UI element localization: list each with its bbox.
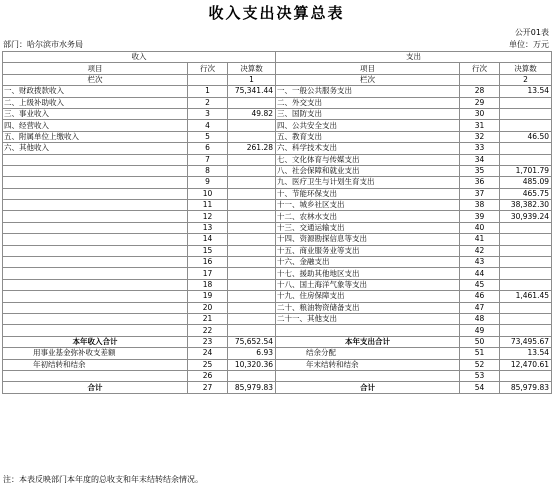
summary-row [3,370,552,381]
expense-rowno-cell: 36 [460,177,500,188]
column-label-row [3,74,552,85]
expense-rowno-cell: 34 [460,154,500,165]
income-item-cell [3,177,188,188]
expense-item-cell: 二、外交支出 [276,97,460,108]
income-item-cell [3,234,188,245]
income-summary-label: 本年收入合计 [3,336,188,347]
expense-item-cell: 二十一、其他支出 [276,313,460,324]
expense-item-cell: 十、节能环保支出 [276,188,460,199]
income-amount-cell [228,279,276,290]
income-item-cell [3,211,188,222]
expense-amount-cell [500,325,552,336]
income-rowno-cell: 2 [188,97,228,108]
expense-rowno-cell: 44 [460,268,500,279]
income-item-cell: 六、其他收入 [3,143,188,154]
income-item-cell [3,222,188,233]
income-rowno-cell: 1 [188,86,228,97]
income-item-header: 项目 [3,63,188,74]
expense-item-cell: 十一、城乡社区支出 [276,200,460,211]
expense-rowno-cell: 41 [460,234,500,245]
expense-rowno-cell: 49 [460,325,500,336]
expense-rowno-cell: 42 [460,245,500,256]
expense-amount-cell: 30,939.24 [500,211,552,222]
income-item-cell [3,200,188,211]
income-amount-cell [228,291,276,302]
expense-amount-cell [500,279,552,290]
income-rowno-cell: 3 [188,108,228,119]
table-row [3,143,552,154]
income-rowno-cell: 5 [188,131,228,142]
table-row [3,234,552,245]
form-code: 公开01表 [514,28,549,37]
expense-summary-rowno: 51 [460,348,500,359]
expense-amount-cell [500,234,552,245]
expense-item-cell: 八、社会保障和就业支出 [276,165,460,176]
expense-rowno-cell: 33 [460,143,500,154]
income-summary-rowno: 25 [188,359,228,370]
income-item-cell: 二、上级补助收入 [3,97,188,108]
expense-summary-amount: 85,979.83 [500,382,552,393]
expense-rowno-cell: 47 [460,302,500,313]
income-item-cell [3,279,188,290]
expense-section-header: 支出 [276,52,552,63]
table-row [3,279,552,290]
expense-amount-cell: 485.09 [500,177,552,188]
income-item-cell [3,302,188,313]
expense-summary-amount: 13.54 [500,348,552,359]
income-summary-amount: 85,979.83 [228,382,276,393]
empty-cell [188,74,228,85]
income-section-header: 收入 [3,52,276,63]
income-item-cell [3,268,188,279]
table-row [3,268,552,279]
income-summary-label: 年初结转和结余 [3,359,188,370]
income-item-cell: 四、经营收入 [3,120,188,131]
table-row [3,188,552,199]
income-amount-cell [228,313,276,324]
section-header-row [3,52,552,63]
expense-amount-header: 决算数 [500,63,552,74]
summary-row [3,359,552,370]
income-rowno-cell: 6 [188,143,228,154]
income-item-cell [3,188,188,199]
expense-item-cell: 五、教育支出 [276,131,460,142]
income-amount-cell [228,165,276,176]
table-row [3,165,552,176]
expense-item-cell: 二十、粮油物资储备支出 [276,302,460,313]
income-rowno-cell: 20 [188,302,228,313]
table-row [3,222,552,233]
income-amount-cell [228,120,276,131]
expense-item-cell: 十五、商业服务业等支出 [276,245,460,256]
income-column-number: 1 [228,74,276,85]
income-summary-amount: 10,320.36 [228,359,276,370]
expense-item-cell: 九、医疗卫生与计划生育支出 [276,177,460,188]
table-row [3,108,552,119]
expense-rowno-header: 行次 [460,63,500,74]
expense-summary-amount: 12,470.61 [500,359,552,370]
expense-rowno-cell: 39 [460,211,500,222]
expense-amount-cell [500,120,552,131]
income-amount-cell [228,200,276,211]
expense-amount-cell [500,313,552,324]
expense-rowno-cell: 32 [460,131,500,142]
income-rowno-cell: 11 [188,200,228,211]
income-amount-cell [228,177,276,188]
table-row [3,200,552,211]
table-row [3,131,552,142]
table-row [3,257,552,268]
expense-item-header: 项目 [276,63,460,74]
expense-column-number: 2 [500,74,552,85]
footnote: 注：本表反映部门本年度的总收支和年末结转结余情况。 [3,475,203,484]
income-rowno-cell: 21 [188,313,228,324]
table-row [3,291,552,302]
expense-amount-cell: 1,701.79 [500,165,552,176]
income-item-cell [3,257,188,268]
expense-amount-cell [500,143,552,154]
expense-amount-cell [500,222,552,233]
income-item-cell: 三、事业收入 [3,108,188,119]
expense-rowno-cell: 43 [460,257,500,268]
expense-summary-rowno: 52 [460,359,500,370]
income-rowno-cell: 10 [188,188,228,199]
income-rowno-cell: 22 [188,325,228,336]
income-summary-rowno: 27 [188,382,228,393]
income-summary-rowno: 23 [188,336,228,347]
income-item-cell [3,165,188,176]
expense-amount-cell [500,302,552,313]
table-row [3,245,552,256]
expense-item-cell: 十三、交通运输支出 [276,222,460,233]
income-amount-cell [228,188,276,199]
income-summary-rowno: 24 [188,348,228,359]
table-row [3,211,552,222]
table-row [3,177,552,188]
income-rowno-header: 行次 [188,63,228,74]
income-summary-amount: 75,652.54 [228,336,276,347]
expense-amount-cell [500,154,552,165]
income-amount-cell [228,154,276,165]
income-amount-cell [228,97,276,108]
expense-summary-rowno: 50 [460,336,500,347]
income-amount-cell: 261.28 [228,143,276,154]
income-summary-rowno: 26 [188,370,228,381]
expense-item-cell [276,325,460,336]
expense-rowno-cell: 31 [460,120,500,131]
income-amount-cell [228,234,276,245]
department-label: 部门：哈尔滨市水务局 [3,40,83,49]
income-amount-cell [228,257,276,268]
expense-amount-cell: 465.75 [500,188,552,199]
page-title: 收入支出决算总表 [208,4,345,22]
expense-amount-cell [500,245,552,256]
income-item-cell [3,154,188,165]
income-rowno-cell: 17 [188,268,228,279]
expense-item-cell: 十四、资源勘探信息等支出 [276,234,460,245]
expense-item-cell: 七、文化体育与传媒支出 [276,154,460,165]
income-amount-cell [228,268,276,279]
expense-rowno-cell: 37 [460,188,500,199]
expense-item-cell: 四、公共安全支出 [276,120,460,131]
income-rowno-cell: 15 [188,245,228,256]
expense-item-cell: 十八、国土海洋气象等支出 [276,279,460,290]
empty-cell [460,74,500,85]
income-amount-cell [228,245,276,256]
income-rowno-cell: 8 [188,165,228,176]
expense-item-cell: 十二、农林水支出 [276,211,460,222]
expense-item-cell: 十九、住房保障支出 [276,291,460,302]
income-summary-label: 用事业基金弥补收支差额 [3,348,188,359]
expense-item-cell: 三、国防支出 [276,108,460,119]
table-body [3,52,552,394]
income-rowno-cell: 4 [188,120,228,131]
table-row [3,120,552,131]
income-item-cell [3,245,188,256]
expense-rowno-cell: 48 [460,313,500,324]
table-row [3,302,552,313]
income-item-cell [3,313,188,324]
expense-amount-cell: 46.50 [500,131,552,142]
table-row [3,86,552,97]
income-amount-cell: 75,341.44 [228,86,276,97]
expense-amount-cell: 38,382.30 [500,200,552,211]
expense-amount-cell [500,97,552,108]
expense-rowno-cell: 38 [460,200,500,211]
income-amount-cell [228,325,276,336]
income-amount-header: 决算数 [228,63,276,74]
expense-amount-cell [500,257,552,268]
expense-item-cell: 六、科学技术支出 [276,143,460,154]
income-rowno-cell: 19 [188,291,228,302]
expense-amount-cell [500,108,552,119]
income-item-cell: 一、财政拨款收入 [3,86,188,97]
summary-row [3,382,552,393]
expense-amount-cell: 1,461.45 [500,291,552,302]
summary-row [3,348,552,359]
income-rowno-cell: 13 [188,222,228,233]
income-rowno-cell: 7 [188,154,228,165]
income-rowno-cell: 12 [188,211,228,222]
expense-summary-rowno: 53 [460,370,500,381]
expense-rowno-cell: 29 [460,97,500,108]
income-amount-cell [228,222,276,233]
expense-rowno-cell: 30 [460,108,500,119]
income-amount-cell [228,302,276,313]
table-row [3,325,552,336]
expense-rowno-cell: 45 [460,279,500,290]
summary-row [3,336,552,347]
income-amount-cell [228,131,276,142]
income-rowno-cell: 16 [188,257,228,268]
income-summary-amount [228,370,276,381]
table-row [3,154,552,165]
table-row [3,313,552,324]
income-rowno-cell: 14 [188,234,228,245]
expense-column-label: 栏次 [276,74,460,85]
expense-summary-rowno: 54 [460,382,500,393]
expense-rowno-cell: 46 [460,291,500,302]
expense-summary-amount [500,370,552,381]
expense-rowno-cell: 28 [460,86,500,97]
income-item-cell: 五、附属单位上缴收入 [3,131,188,142]
column-header-row [3,63,552,74]
income-rowno-cell: 9 [188,177,228,188]
income-rowno-cell: 18 [188,279,228,290]
expense-amount-cell: 13.54 [500,86,552,97]
expense-amount-cell [500,268,552,279]
income-item-cell [3,291,188,302]
income-item-cell [3,325,188,336]
income-summary-amount: 6.93 [228,348,276,359]
table-row [3,97,552,108]
budget-table [2,51,552,394]
income-amount-cell [228,211,276,222]
expense-item-cell: 十七、援助其他地区支出 [276,268,460,279]
income-summary-label [3,370,188,381]
expense-item-cell: 一、一般公共服务支出 [276,86,460,97]
unit-label: 单位：万元 [509,40,549,49]
expense-rowno-cell: 40 [460,222,500,233]
expense-summary-label: 结余分配 [276,348,460,359]
expense-summary-label: 年末结转和结余 [276,359,460,370]
expense-rowno-cell: 35 [460,165,500,176]
expense-item-cell: 十六、金融支出 [276,257,460,268]
income-amount-cell: 49.82 [228,108,276,119]
expense-summary-amount: 73,495.67 [500,336,552,347]
expense-summary-label: 本年支出合计 [276,336,460,347]
expense-summary-label [276,370,460,381]
income-summary-label: 合计 [3,382,188,393]
expense-summary-label: 合计 [276,382,460,393]
income-column-label: 栏次 [3,74,188,85]
